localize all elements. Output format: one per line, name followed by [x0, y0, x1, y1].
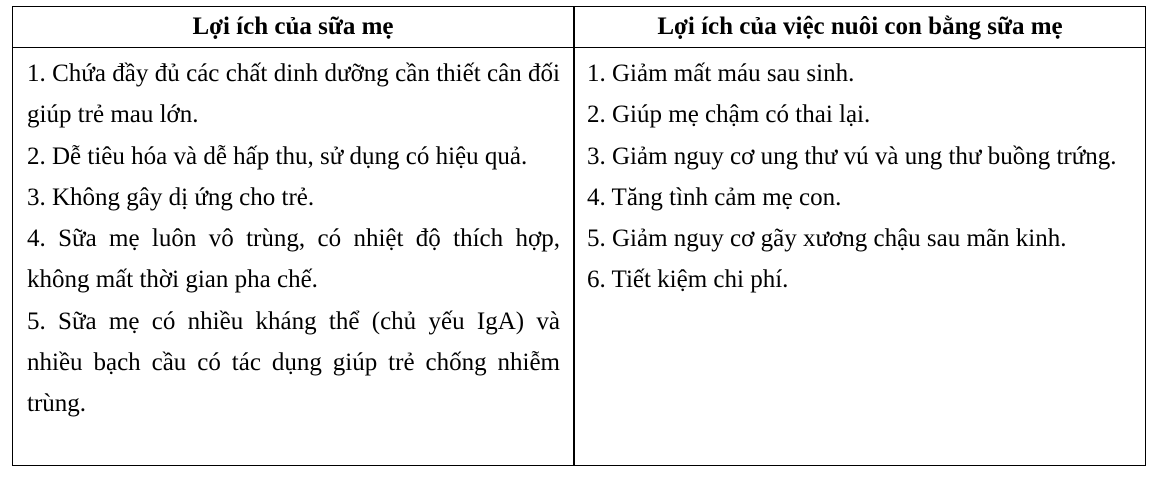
- list-item: 4. Sữa mẹ luôn vô trùng, có nhiệt độ thích hợp, không mất thời gian pha chế.: [27, 225, 560, 294]
- list-item: 1. Giảm mất máu sau sinh.: [587, 60, 855, 87]
- right-column: [587, 53, 1133, 301]
- header-breastfeeding-benefits: Lợi ích của việc nuôi con bằng sữa mẹ: [657, 13, 1063, 40]
- list-item: 3. Giảm nguy cơ ung thư vú và ung thư buồng trứng.: [587, 142, 1117, 170]
- left-column: [27, 53, 560, 425]
- list-item: 5. Giảm nguy cơ gãy xương chậu sau mãn kinh.: [587, 225, 1067, 253]
- list-item: 1. Chứa đầy đủ các chất dinh dưỡng cần thiết cân đối giúp trẻ mau lớn.: [27, 60, 560, 129]
- list-item: 4. Tăng tình cảm mẹ con.: [587, 183, 842, 211]
- list-item: 5. Sữa mẹ có nhiều kháng thể (chủ yếu IgA) và nhiều bạch cầu có tác dụng giúp trẻ chống nhiễm trùng.: [27, 307, 560, 418]
- list-item: 3. Không gây dị ứng cho trẻ.: [27, 183, 315, 211]
- benefits-table: [12, 6, 1146, 466]
- table-header-row: [13, 7, 1145, 48]
- list-item: 2. Giúp mẹ chậm có thai lại.: [587, 101, 871, 129]
- list-item: 2. Dễ tiêu hóa và dễ hấp thu, sử dụng có hiệu quả.: [27, 142, 528, 170]
- header-breast-milk-benefits: Lợi ích của sữa mẹ: [192, 13, 394, 40]
- list-item: 6. Tiết kiệm chi phí.: [587, 266, 789, 294]
- column-divider: [573, 7, 575, 465]
